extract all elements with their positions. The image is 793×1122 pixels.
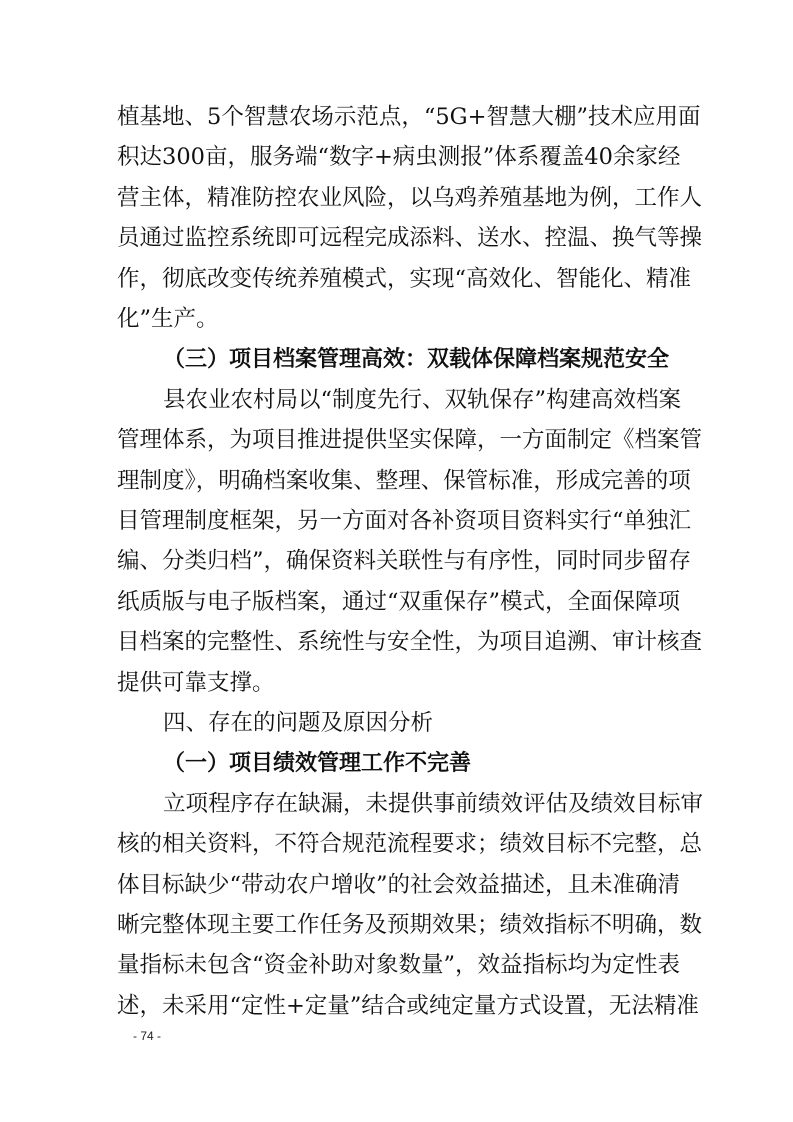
paragraph-line: 理制度》，明确档案收集、整理、保管标准，形成完善的项: [117, 468, 691, 494]
paragraph-line: 目管理制度框架，另一方面对各补资项目资料实行“单独汇: [117, 508, 692, 534]
paragraph-line: 作，彻底改变传统养殖模式，实现“高效化、智能化、精准: [117, 266, 692, 292]
paragraph-line: 核的相关资料，不符合规范流程要求；绩效目标不完整，总: [117, 831, 703, 857]
paragraph-line: 目档案的完整性、系统性与安全性，为项目追溯、审计核查: [117, 629, 703, 655]
paragraph-line: 晰完整体现主要工作任务及预期效果；绩效指标不明确，数: [117, 912, 703, 938]
paragraph-line: 植基地、5个智慧农场示范点，“5G+智慧大棚”技术应用面: [117, 104, 701, 130]
paragraph-line: 化”生产。: [117, 306, 219, 332]
paragraph-line: 县农业农村局以“制度先行、双轨保存”构建高效档案: [163, 387, 682, 413]
paragraph-line: 述，未采用“定性+定量”结合或纯定量方式设置，无法精准: [117, 993, 699, 1019]
paragraph-line: 管理体系，为项目推进提供坚实保障，一方面制定《档案管: [117, 427, 703, 453]
page-number: - 74 -: [133, 1029, 162, 1043]
paragraph-line: 积达300亩，服务端“数字+病虫测报”体系覆盖40余家经: [117, 144, 681, 170]
paragraph-line: 提供可靠支撑。: [117, 670, 275, 696]
paragraph-line: 员通过监控系统即可远程完成添料、送水、控温、换气等操: [117, 225, 703, 251]
paragraph-line: 量指标未包含“资金补助对象数量”，效益指标均为定性表: [117, 952, 681, 978]
section-heading: 四、存在的问题及原因分析: [163, 710, 434, 736]
subsection-heading: （三）项目档案管理高效：双载体保障档案规范安全: [163, 346, 670, 372]
subsection-heading: （一）项目绩效管理工作不完善: [163, 750, 472, 776]
paragraph-line: 纸质版与电子版档案，通过“双重保存”模式，全面保障项: [117, 589, 681, 615]
paragraph-line: 营主体，精准防控农业风险，以乌鸡养殖基地为例，工作人: [117, 185, 703, 211]
paragraph-line: 编、分类归档”，确保资料关联性与有序性，同时同步留存: [117, 548, 692, 574]
paragraph-line: 立项程序存在缺漏，未提供事前绩效评估及绩效目标审: [163, 791, 704, 817]
paragraph-line: 体目标缺少“带动农户增收”的社会效益描述，且未准确清: [117, 872, 681, 898]
